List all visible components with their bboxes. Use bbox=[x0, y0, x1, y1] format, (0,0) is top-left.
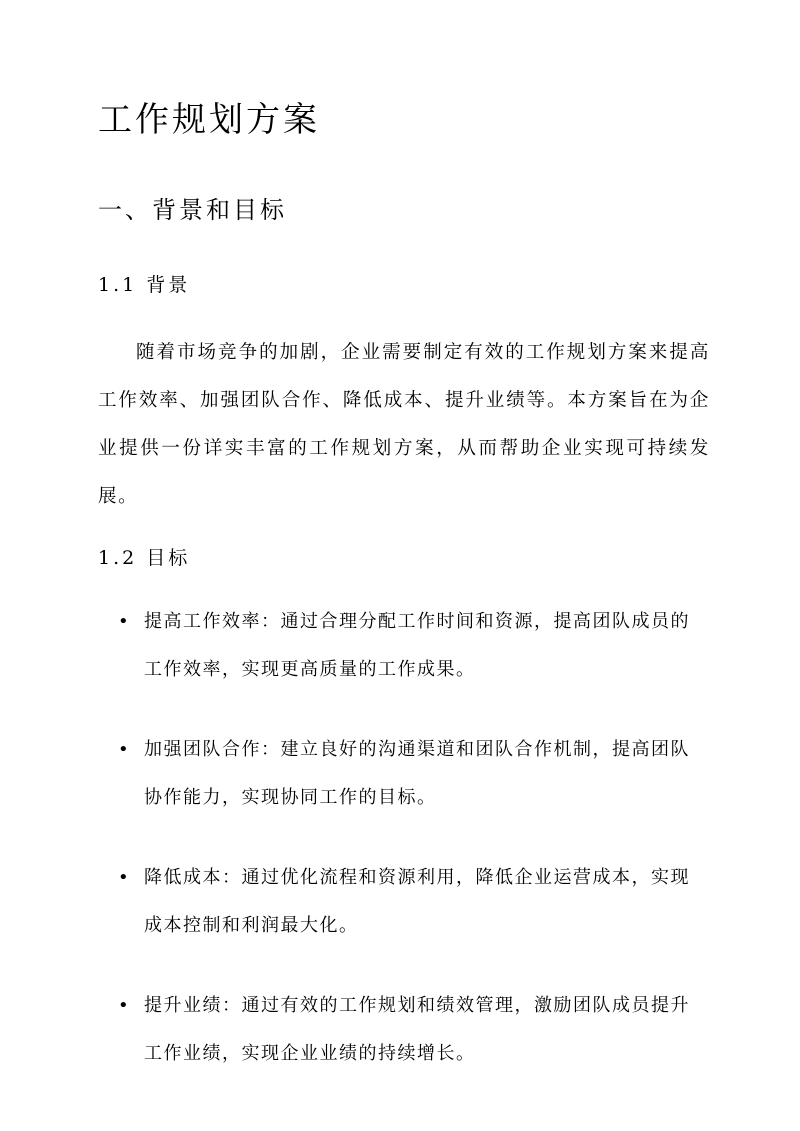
goal-item-teamwork bbox=[98, 726, 698, 822]
goal-text: 提高工作效率：通过合理分配工作时间和资源，提高团队成员的工作效率，实现更高质量的工作成果。 bbox=[144, 611, 690, 680]
goal-item-efficiency bbox=[98, 598, 698, 694]
bullet-icon: • bbox=[118, 995, 131, 1016]
goal-text: 降低成本：通过优化流程和资源利用，降低企业运营成本，实现成本控制和利润最大化。 bbox=[144, 867, 690, 936]
goal-text: 加强团队合作：建立良好的沟通渠道和团队合作机制，提高团队协作能力，实现协同工作的目标。 bbox=[144, 739, 690, 808]
subsection-heading-goals: 1.2 目标 bbox=[98, 547, 191, 569]
document-title: 工作规划方案 bbox=[98, 100, 320, 140]
subsection-heading-background: 1.1 背景 bbox=[98, 274, 191, 296]
bullet-icon: • bbox=[118, 867, 131, 888]
bullet-icon: • bbox=[118, 739, 131, 760]
goal-item-cost-reduction bbox=[98, 854, 698, 950]
goals-list bbox=[98, 598, 698, 1110]
goal-item-performance bbox=[98, 982, 698, 1078]
goal-text: 提升业绩：通过有效的工作规划和绩效管理，激励团队成员提升工作业绩，实现企业业绩的持续增长。 bbox=[144, 995, 690, 1064]
bullet-icon: • bbox=[118, 611, 131, 632]
background-paragraph: 随着市场竞争的加剧，企业需要制定有效的工作规划方案来提高工作效率、加强团队合作、降低成本、提升业绩等。本方案旨在为企业提供一份详实丰富的工作规划方案，从而帮助企业实现可持续发展。 bbox=[98, 342, 710, 507]
section-heading-background-and-goals: 一、背景和目标 bbox=[98, 196, 287, 224]
